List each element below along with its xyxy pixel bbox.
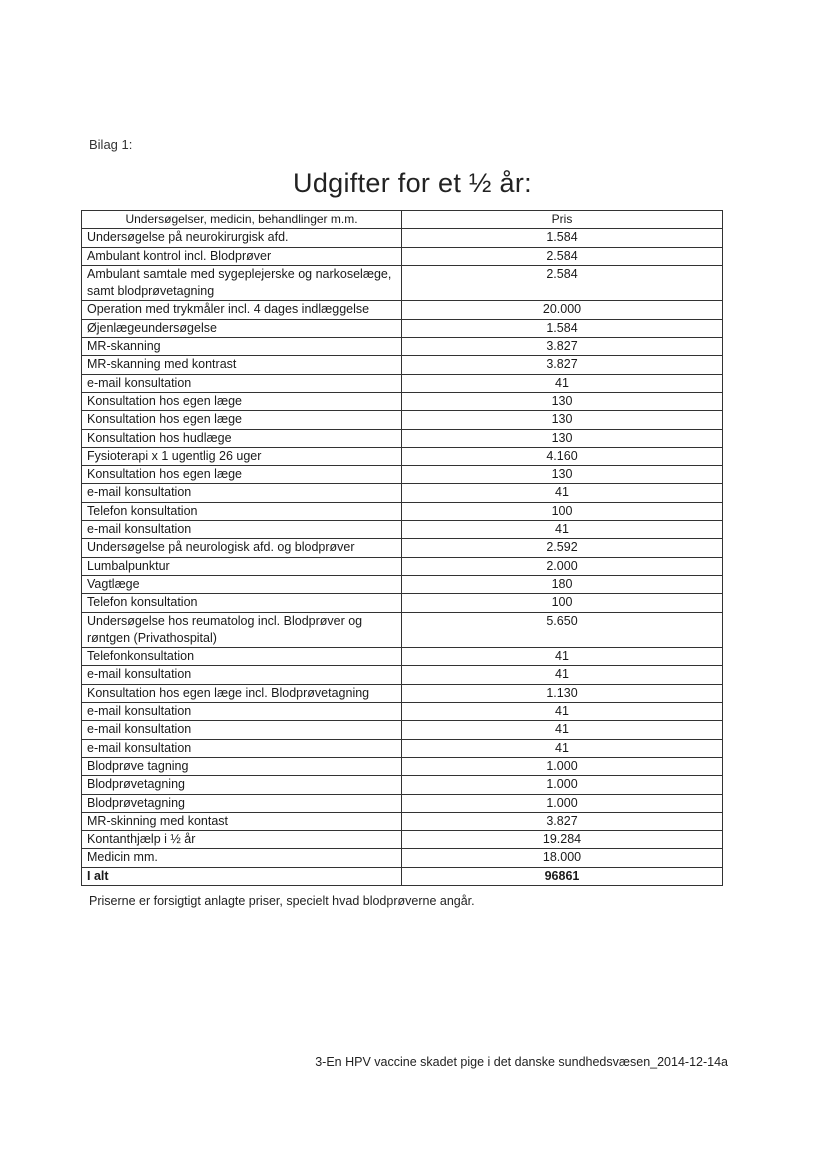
table-row: [82, 776, 723, 794]
expense-item: e-mail konsultation: [82, 666, 402, 684]
expense-price: 41: [402, 739, 723, 757]
expense-price: 3.827: [402, 812, 723, 830]
document-footer: 3-En HPV vaccine skadet pige i det danske sundhedsvæsen_2014-12-14a: [315, 1055, 728, 1069]
table-row: [82, 539, 723, 557]
expense-item: MR-skanning med kontrast: [82, 356, 402, 374]
price-note: Priserne er forsigtigt anlagte priser, specielt hvad blodprøverne angår.: [89, 894, 475, 908]
expense-item: e-mail konsultation: [82, 484, 402, 502]
expense-item: Ambulant kontrol incl. Blodprøver: [82, 247, 402, 265]
expense-price: 1.000: [402, 776, 723, 794]
expense-price: 1.130: [402, 684, 723, 702]
expense-price: 100: [402, 594, 723, 612]
expense-item: Medicin mm.: [82, 849, 402, 867]
expense-price: 130: [402, 411, 723, 429]
table-header-row: [82, 211, 723, 229]
expense-price: 20.000: [402, 301, 723, 319]
expense-item: Blodprøve tagning: [82, 757, 402, 775]
total-row: [82, 867, 723, 885]
expense-price: 41: [402, 721, 723, 739]
expense-price: 1.584: [402, 319, 723, 337]
expense-price: 1.000: [402, 757, 723, 775]
expense-item: Operation med trykmåler incl. 4 dages indlæggelse: [82, 301, 402, 319]
table-row: [82, 319, 723, 337]
expense-price: 5.650: [402, 612, 723, 648]
expense-item: Telefon konsultation: [82, 594, 402, 612]
table-row: [82, 648, 723, 666]
expense-item: e-mail konsultation: [82, 721, 402, 739]
table-row: [82, 666, 723, 684]
expense-item: Konsultation hos egen læge: [82, 466, 402, 484]
expense-item: Blodprøvetagning: [82, 794, 402, 812]
table-row: [82, 594, 723, 612]
expense-item: MR-skanning: [82, 338, 402, 356]
expense-item: Blodprøvetagning: [82, 776, 402, 794]
expense-item: Ambulant samtale med sygeplejerske og narkoselæge, samt blodprøvetagning: [82, 265, 402, 301]
expense-item: Telefonkonsultation: [82, 648, 402, 666]
table-row: [82, 338, 723, 356]
table-row: [82, 301, 723, 319]
expense-item: Konsultation hos hudlæge: [82, 429, 402, 447]
expense-price: 2.584: [402, 265, 723, 301]
total-label: I alt: [82, 867, 402, 885]
table-row: [82, 484, 723, 502]
expense-item: Undersøgelse på neurokirurgisk afd.: [82, 229, 402, 247]
expense-item: Telefon konsultation: [82, 502, 402, 520]
table-row: [82, 831, 723, 849]
expense-price: 41: [402, 703, 723, 721]
table-row: [82, 374, 723, 392]
column-header-price: Pris: [402, 211, 723, 229]
expense-price: 3.827: [402, 356, 723, 374]
table-row: [82, 502, 723, 520]
expenses-table: [81, 210, 723, 886]
expense-price: 3.827: [402, 338, 723, 356]
table-row: [82, 557, 723, 575]
expense-item: Konsultation hos egen læge: [82, 392, 402, 410]
table-row: [82, 447, 723, 465]
table-row: [82, 575, 723, 593]
expense-price: 41: [402, 521, 723, 539]
expense-price: 41: [402, 374, 723, 392]
expense-item: Lumbalpunktur: [82, 557, 402, 575]
table-row: [82, 703, 723, 721]
attachment-label: Bilag 1:: [89, 137, 133, 152]
table-row: [82, 392, 723, 410]
table-row: [82, 849, 723, 867]
expense-item: Undersøgelse hos reumatolog incl. Blodprøver og røntgen (Privathospital): [82, 612, 402, 648]
table-row: [82, 684, 723, 702]
expense-price: 1.584: [402, 229, 723, 247]
table-row: [82, 721, 723, 739]
expense-item: Konsultation hos egen læge: [82, 411, 402, 429]
page-title: Udgifter for et ½ år:: [293, 168, 532, 198]
expense-price: 4.160: [402, 447, 723, 465]
table-row: [82, 356, 723, 374]
table-row: [82, 466, 723, 484]
expense-price: 41: [402, 648, 723, 666]
total-price: 96861: [402, 867, 723, 885]
expense-item: e-mail konsultation: [82, 703, 402, 721]
table-row: [82, 521, 723, 539]
table-row: [82, 411, 723, 429]
expense-price: 18.000: [402, 849, 723, 867]
expense-item: Undersøgelse på neurologisk afd. og blodprøver: [82, 539, 402, 557]
table-row: [82, 247, 723, 265]
expense-price: 2.584: [402, 247, 723, 265]
expense-price: 41: [402, 484, 723, 502]
expense-price: 41: [402, 666, 723, 684]
expense-price: 100: [402, 502, 723, 520]
table-row: [82, 429, 723, 447]
expense-price: 19.284: [402, 831, 723, 849]
expense-item: e-mail konsultation: [82, 374, 402, 392]
expense-item: Konsultation hos egen læge incl. Blodprøvetagning: [82, 684, 402, 702]
expense-price: 130: [402, 466, 723, 484]
table-row: [82, 739, 723, 757]
table-row: [82, 229, 723, 247]
expense-item: e-mail konsultation: [82, 521, 402, 539]
table-row: [82, 757, 723, 775]
table-row: [82, 265, 723, 301]
expense-item: e-mail konsultation: [82, 739, 402, 757]
column-header-item: Undersøgelser, medicin, behandlinger m.m.: [82, 211, 402, 229]
table-row: [82, 812, 723, 830]
expense-price: 180: [402, 575, 723, 593]
expense-item: Fysioterapi x 1 ugentlig 26 uger: [82, 447, 402, 465]
expense-price: 1.000: [402, 794, 723, 812]
expense-item: Kontanthjælp i ½ år: [82, 831, 402, 849]
expense-price: 130: [402, 392, 723, 410]
expense-item: MR-skinning med kontast: [82, 812, 402, 830]
table-row: [82, 794, 723, 812]
table-row: [82, 612, 723, 648]
expense-price: 130: [402, 429, 723, 447]
expense-item: Vagtlæge: [82, 575, 402, 593]
expense-price: 2.592: [402, 539, 723, 557]
expense-price: 2.000: [402, 557, 723, 575]
expense-item: Øjenlægeundersøgelse: [82, 319, 402, 337]
